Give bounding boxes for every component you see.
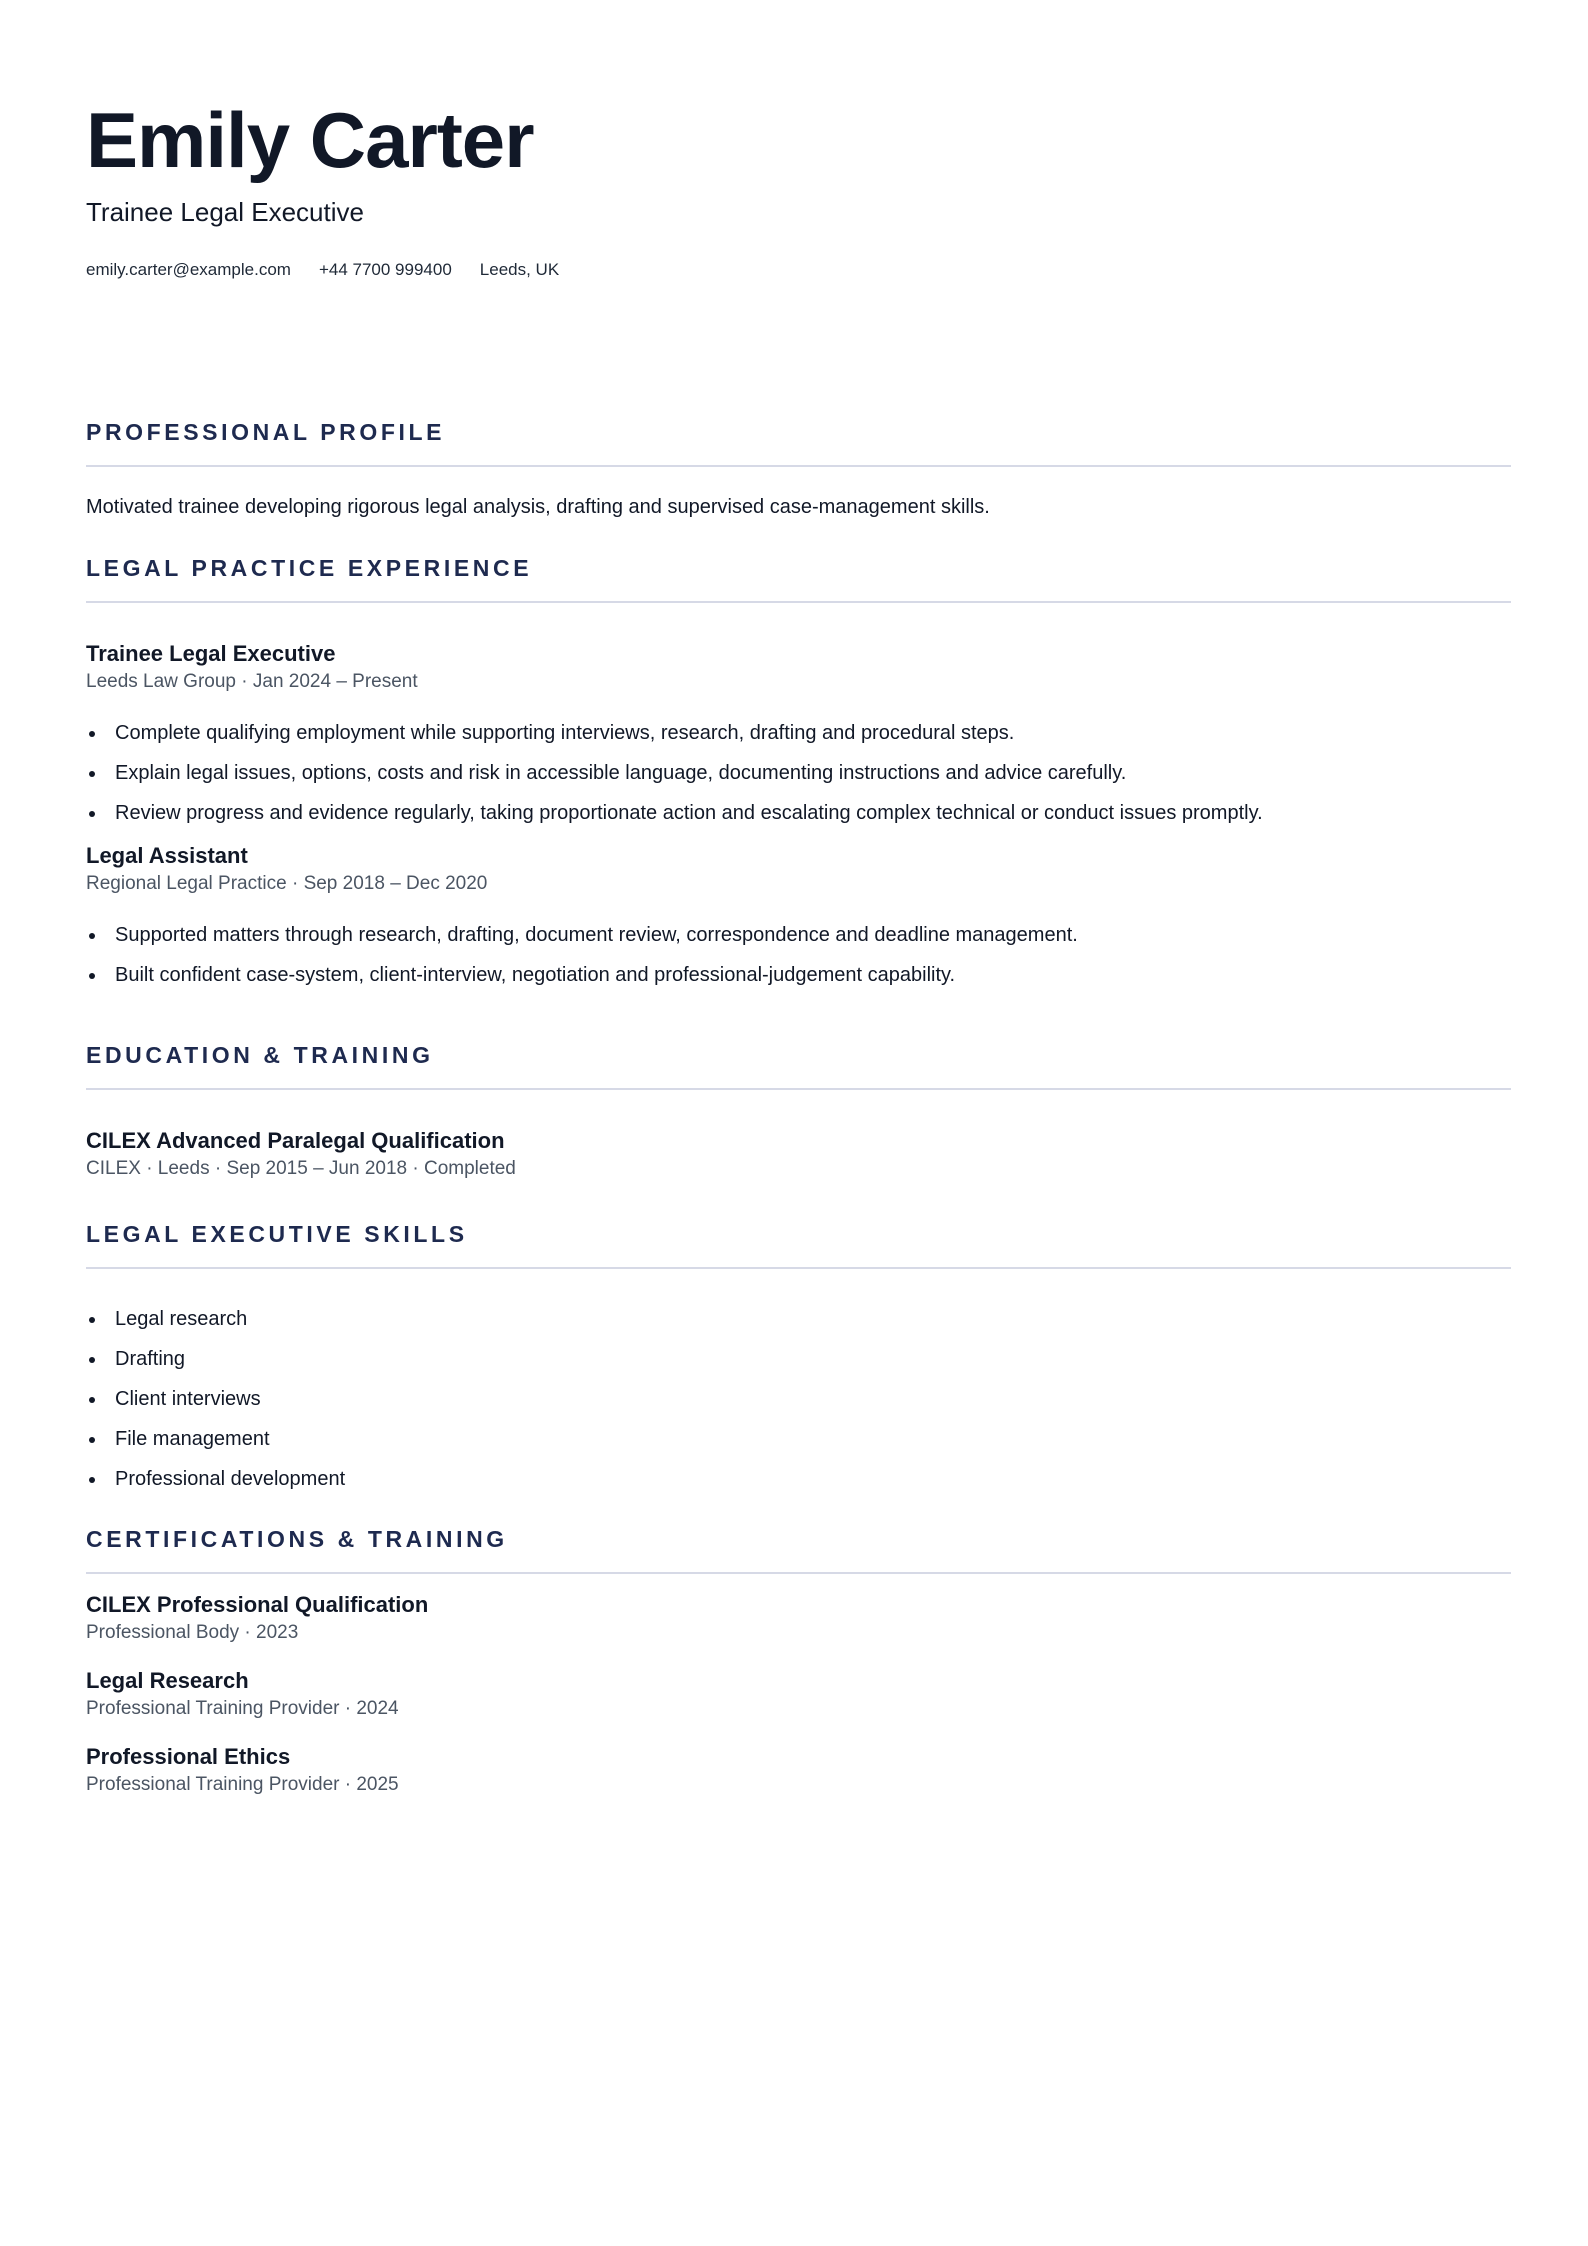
profile-text: Motivated trainee developing rigorous legal analysis, drafting and supervised case-management skills. xyxy=(86,496,990,518)
certification-meta: Professional Training Provider · 2025 xyxy=(86,1774,399,1795)
list-item: Supported matters through research, drafting, document review, correspondence and deadline management. xyxy=(86,921,1511,949)
certification-meta: Professional Training Provider · 2024 xyxy=(86,1698,399,1719)
job-entry xyxy=(86,639,1511,827)
section-title: LEGAL PRACTICE EXPERIENCE xyxy=(86,555,533,581)
section-title: PROFESSIONAL PROFILE xyxy=(86,419,446,445)
skill-item: File management xyxy=(86,1425,1511,1453)
skill-item: Legal research xyxy=(86,1305,1511,1333)
contact-info xyxy=(86,260,559,280)
skills-list xyxy=(86,1305,1511,1493)
education-meta: CILEX · Leeds · Sep 2015 – Jun 2018 · Completed xyxy=(86,1158,516,1179)
job-title: Legal Assistant xyxy=(86,843,248,868)
certification-entry xyxy=(86,1666,1511,1722)
contact-phone[interactable]: +44 7700 999400 xyxy=(318,260,452,279)
certification-entry xyxy=(86,1742,1511,1798)
list-item: Review progress and evidence regularly, taking proportionate action and escalating complex technical or conduct issues promptly. xyxy=(86,799,1511,827)
certification-name: CILEX Professional Qualification xyxy=(86,1592,429,1617)
section-divider xyxy=(86,601,1511,603)
education-name: CILEX Advanced Paralegal Qualification xyxy=(86,1128,505,1153)
section-title: LEGAL EXECUTIVE SKILLS xyxy=(86,1221,468,1247)
section-skills xyxy=(86,1219,1511,1505)
list-item: Built confident case-system, client-interview, negotiation and professional-judgement capability. xyxy=(86,961,1511,989)
skill-item: Professional development xyxy=(86,1465,1511,1493)
contact-email[interactable]: emily.carter@example.com xyxy=(86,260,291,279)
skill-item: Client interviews xyxy=(86,1385,1511,1413)
job-meta: Leeds Law Group · Jan 2024 – Present xyxy=(86,671,418,692)
job-bullets xyxy=(86,921,1511,989)
job-title: Trainee Legal Executive xyxy=(86,641,336,666)
candidate-headline: Trainee Legal Executive xyxy=(86,197,364,227)
job-meta: Regional Legal Practice · Sep 2018 – Dec 2020 xyxy=(86,873,488,894)
contact-location: Leeds, UK xyxy=(479,260,560,279)
certification-name: Professional Ethics xyxy=(86,1744,291,1769)
job-entry xyxy=(86,841,1511,989)
section-certifications xyxy=(86,1524,1511,1798)
certification-meta: Professional Body · 2023 xyxy=(86,1622,299,1643)
section-experience xyxy=(86,553,1511,1001)
list-item: Complete qualifying employment while supporting interviews, research, drafting and procedural steps. xyxy=(86,719,1511,747)
certification-entry xyxy=(86,1590,1511,1646)
section-divider xyxy=(86,465,1511,467)
section-divider xyxy=(86,1267,1511,1269)
certification-name: Legal Research xyxy=(86,1668,249,1693)
education-entry xyxy=(86,1126,1511,1182)
section-profile xyxy=(86,417,1511,521)
section-divider xyxy=(86,1572,1511,1574)
section-title: EDUCATION & TRAINING xyxy=(86,1042,434,1068)
list-item: Explain legal issues, options, costs and risk in accessible language, documenting instructions and advice carefully. xyxy=(86,759,1511,787)
candidate-name: Emily Carter xyxy=(86,96,534,184)
section-education xyxy=(86,1040,1511,1182)
skill-item: Drafting xyxy=(86,1345,1511,1373)
section-divider xyxy=(86,1088,1511,1090)
job-bullets xyxy=(86,719,1511,827)
section-title: CERTIFICATIONS & TRAINING xyxy=(86,1526,508,1552)
